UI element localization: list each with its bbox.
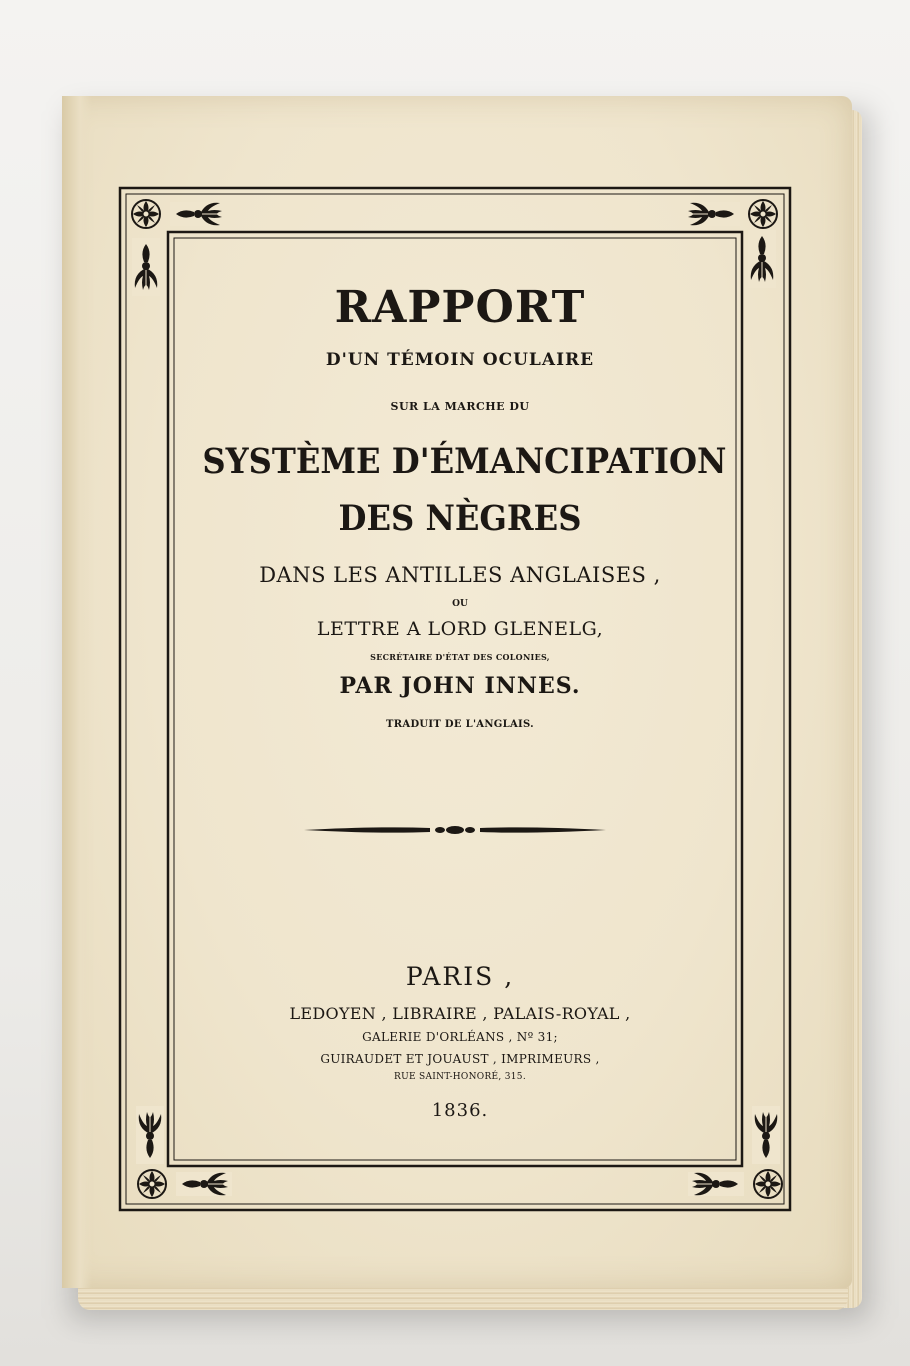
imprint-year: 1836.	[431, 1100, 489, 1121]
subtitle-line-2: SUR LA MARCHE DU	[390, 400, 530, 413]
author-line: PAR JOHN INNES.	[339, 673, 581, 699]
imprint-printer-line-1: GUIRAUDET ET JOUAUST , IMPRIMEURS ,	[320, 1052, 600, 1066]
subtitle-line-4: LETTRE A LORD GLENELG,	[316, 618, 604, 640]
subtitle-line-3: DANS LES ANTILLES ANGLAISES ,	[259, 563, 661, 587]
subtitle-line-1: D'UN TÉMOIN OCULAIRE	[325, 350, 595, 370]
translation-note: TRADUIT DE L'ANGLAIS.	[386, 719, 534, 730]
imprint-publisher-line-2: GALERIE D'ORLÉANS , Nº 31;	[362, 1030, 558, 1044]
imprint-publisher-line-1: LEDOYEN , LIBRAIRE , PALAIS-ROYAL ,	[289, 1004, 631, 1023]
imprint-city: PARIS ,	[405, 962, 515, 991]
imprint-printer-line-2: RUE SAINT-HONORÉ, 315.	[394, 1072, 526, 1082]
connector-text: OU	[452, 599, 468, 609]
subtitle-line-5: SECRÉTAIRE D'ÉTAT DES COLONIES,	[370, 652, 550, 662]
ornamental-rule-icon	[304, 826, 606, 834]
book-title: RAPPORT	[334, 282, 586, 333]
main-title-line-1: SYSTÈME D'ÉMANCIPATION	[202, 441, 727, 482]
main-title-line-2: DES NÈGRES	[338, 498, 582, 539]
